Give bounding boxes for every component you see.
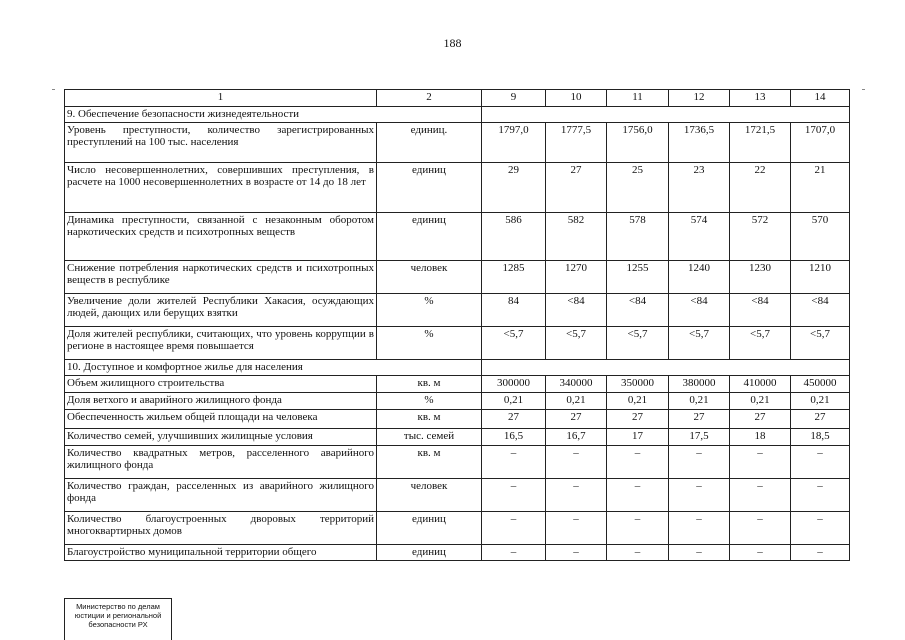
indicator-value: 1707,0 <box>791 123 850 163</box>
indicator-unit: % <box>377 327 482 360</box>
indicator-value: 17,5 <box>669 429 730 446</box>
section-title: 10. Доступное и комфортное жилье для населения <box>65 360 482 376</box>
indicator-value: <84 <box>607 294 669 327</box>
indicator-name: Число несовершеннолетних, совершивших преступления, в расчете на 1000 несовершеннолетних в возрасте от 14 до 18 лет <box>65 163 377 213</box>
indicator-value: 25 <box>607 163 669 213</box>
indicator-value: – <box>607 545 669 561</box>
table-row <box>65 479 850 512</box>
stamp-line: Министерство по делам <box>76 602 160 611</box>
indicator-value: – <box>669 545 730 561</box>
indicator-value: – <box>791 479 850 512</box>
indicator-value: – <box>669 512 730 545</box>
indicator-value: – <box>607 512 669 545</box>
indicator-value: 1230 <box>730 261 791 294</box>
indicator-value: 16,5 <box>482 429 546 446</box>
indicator-unit: человек <box>377 479 482 512</box>
indicator-value: 0,21 <box>669 393 730 410</box>
indicator-name: Доля жителей республики, считающих, что уровень коррупции в регионе в настоящее время повышается <box>65 327 377 360</box>
indicator-unit: единиц <box>377 545 482 561</box>
indicator-value: <5,7 <box>546 327 607 360</box>
indicator-value: 0,21 <box>791 393 850 410</box>
indicator-unit: единиц. <box>377 123 482 163</box>
indicator-value: – <box>546 479 607 512</box>
indicator-value: 84 <box>482 294 546 327</box>
indicator-value: 572 <box>730 213 791 261</box>
indicator-value: <5,7 <box>482 327 546 360</box>
indicator-value: 22 <box>730 163 791 213</box>
indicator-value: – <box>791 545 850 561</box>
indicator-unit: человек <box>377 261 482 294</box>
section-row <box>65 107 850 123</box>
indicator-name: Динамика преступности, связанной с незаконным оборотом наркотических средств и психотропных веществ <box>65 213 377 261</box>
indicator-value: 586 <box>482 213 546 261</box>
indicator-value: 29 <box>482 163 546 213</box>
indicator-value: – <box>730 545 791 561</box>
stamp-line: юстиции и региональной <box>74 611 162 620</box>
indicator-value: – <box>546 512 607 545</box>
indicator-value: – <box>669 446 730 479</box>
indicator-name: Благоустройство муниципальной территории общего <box>65 545 377 561</box>
indicator-value: – <box>546 446 607 479</box>
indicator-value: 27 <box>669 410 730 429</box>
indicator-unit: % <box>377 393 482 410</box>
table-row <box>65 261 850 294</box>
indicator-value: 17 <box>607 429 669 446</box>
section-row <box>65 360 850 376</box>
table-row <box>65 123 850 163</box>
table-row <box>65 213 850 261</box>
indicator-name: Обеспеченность жильем общей площади на человека <box>65 410 377 429</box>
indicator-value: 1255 <box>607 261 669 294</box>
indicator-unit: кв. м <box>377 410 482 429</box>
header-cell: 9 <box>482 90 546 107</box>
indicator-unit: кв. м <box>377 376 482 393</box>
indicator-value: <84 <box>669 294 730 327</box>
indicator-value: 21 <box>791 163 850 213</box>
indicator-value: 27 <box>730 410 791 429</box>
section-spacer <box>482 107 850 123</box>
indicator-value: 27 <box>607 410 669 429</box>
indicator-name: Объем жилищного строительства <box>65 376 377 393</box>
indicator-unit: единиц <box>377 512 482 545</box>
indicator-name: Количество семей, улучшивших жилищные условия <box>65 429 377 446</box>
table-row <box>65 294 850 327</box>
indicator-value: 450000 <box>791 376 850 393</box>
header-cell: 1 <box>65 90 377 107</box>
indicator-value: 1736,5 <box>669 123 730 163</box>
indicator-value: 27 <box>546 163 607 213</box>
indicator-value: – <box>482 512 546 545</box>
header-cell: 10 <box>546 90 607 107</box>
indicator-unit: единиц <box>377 163 482 213</box>
table-row <box>65 393 850 410</box>
ministry-stamp <box>64 598 172 640</box>
indicator-value: – <box>730 479 791 512</box>
indicator-value: 18,5 <box>791 429 850 446</box>
indicator-value: 380000 <box>669 376 730 393</box>
indicator-value: 1721,5 <box>730 123 791 163</box>
indicator-value: 1756,0 <box>607 123 669 163</box>
header-cell: 14 <box>791 90 850 107</box>
indicator-value: – <box>546 545 607 561</box>
indicator-value: 0,21 <box>730 393 791 410</box>
indicator-value: <5,7 <box>791 327 850 360</box>
header-cell: 12 <box>669 90 730 107</box>
table-row <box>65 429 850 446</box>
indicator-value: <5,7 <box>669 327 730 360</box>
indicator-value: – <box>791 446 850 479</box>
indicator-value: <84 <box>730 294 791 327</box>
table-row <box>65 545 850 561</box>
table-row <box>65 410 850 429</box>
indicator-value: 1210 <box>791 261 850 294</box>
indicator-value: 582 <box>546 213 607 261</box>
header-cell: 11 <box>607 90 669 107</box>
indicator-value: 0,21 <box>607 393 669 410</box>
indicator-value: – <box>482 446 546 479</box>
indicator-value: 1270 <box>546 261 607 294</box>
indicator-name: Доля ветхого и аварийного жилищного фонда <box>65 393 377 410</box>
indicator-value: 0,21 <box>546 393 607 410</box>
indicator-value: – <box>730 512 791 545</box>
indicator-value: 300000 <box>482 376 546 393</box>
indicator-unit: тыс. семей <box>377 429 482 446</box>
indicator-value: – <box>730 446 791 479</box>
table-row <box>65 163 850 213</box>
indicator-value: 1240 <box>669 261 730 294</box>
table-row <box>65 512 850 545</box>
indicator-value: <5,7 <box>730 327 791 360</box>
indicator-name: Уровень преступности, количество зарегистрированных преступлений на 100 тыс. населения <box>65 123 377 163</box>
indicator-value: 1797,0 <box>482 123 546 163</box>
indicator-value: 0,21 <box>482 393 546 410</box>
header-cell: 13 <box>730 90 791 107</box>
header-row <box>65 90 850 107</box>
indicators-table <box>64 89 850 561</box>
indicator-value: – <box>482 545 546 561</box>
indicator-unit: единиц <box>377 213 482 261</box>
indicator-value: – <box>607 446 669 479</box>
indicator-value: 574 <box>669 213 730 261</box>
table-row <box>65 446 850 479</box>
indicator-value: 16,7 <box>546 429 607 446</box>
page-number: 188 <box>443 36 462 50</box>
indicator-value: 350000 <box>607 376 669 393</box>
margin-mark <box>862 89 865 90</box>
indicator-value: <5,7 <box>607 327 669 360</box>
section-spacer <box>482 360 850 376</box>
indicator-value: 27 <box>546 410 607 429</box>
indicator-value: 23 <box>669 163 730 213</box>
indicator-value: – <box>669 479 730 512</box>
indicator-value: 340000 <box>546 376 607 393</box>
table-row <box>65 376 850 393</box>
indicator-unit: кв. м <box>377 446 482 479</box>
indicator-value: – <box>791 512 850 545</box>
margin-mark <box>52 89 55 90</box>
indicator-name: Количество граждан, расселенных из аварийного жилищного фонда <box>65 479 377 512</box>
indicator-value: 1777,5 <box>546 123 607 163</box>
header-cell: 2 <box>377 90 482 107</box>
indicator-value: 410000 <box>730 376 791 393</box>
indicator-value: – <box>482 479 546 512</box>
indicator-value: 27 <box>482 410 546 429</box>
indicator-name: Снижение потребления наркотических средств и психотропных веществ в республике <box>65 261 377 294</box>
indicator-name: Увеличение доли жителей Республики Хакасия, осуждающих людей, дающих или берущих взятки <box>65 294 377 327</box>
indicator-value: 578 <box>607 213 669 261</box>
stamp-line: безопасности РХ <box>88 620 148 629</box>
indicator-name: Количество квадратных метров, расселенного аварийного жилищного фонда <box>65 446 377 479</box>
indicator-value: <84 <box>791 294 850 327</box>
section-title: 9. Обеспечение безопасности жизнедеятельности <box>65 107 482 123</box>
indicator-value: 18 <box>730 429 791 446</box>
indicator-value: – <box>607 479 669 512</box>
indicator-value: <84 <box>546 294 607 327</box>
indicator-value: 27 <box>791 410 850 429</box>
indicator-value: 570 <box>791 213 850 261</box>
indicator-unit: % <box>377 294 482 327</box>
table-row <box>65 327 850 360</box>
indicator-name: Количество благоустроенных дворовых территорий многоквартирных домов <box>65 512 377 545</box>
indicator-value: 1285 <box>482 261 546 294</box>
